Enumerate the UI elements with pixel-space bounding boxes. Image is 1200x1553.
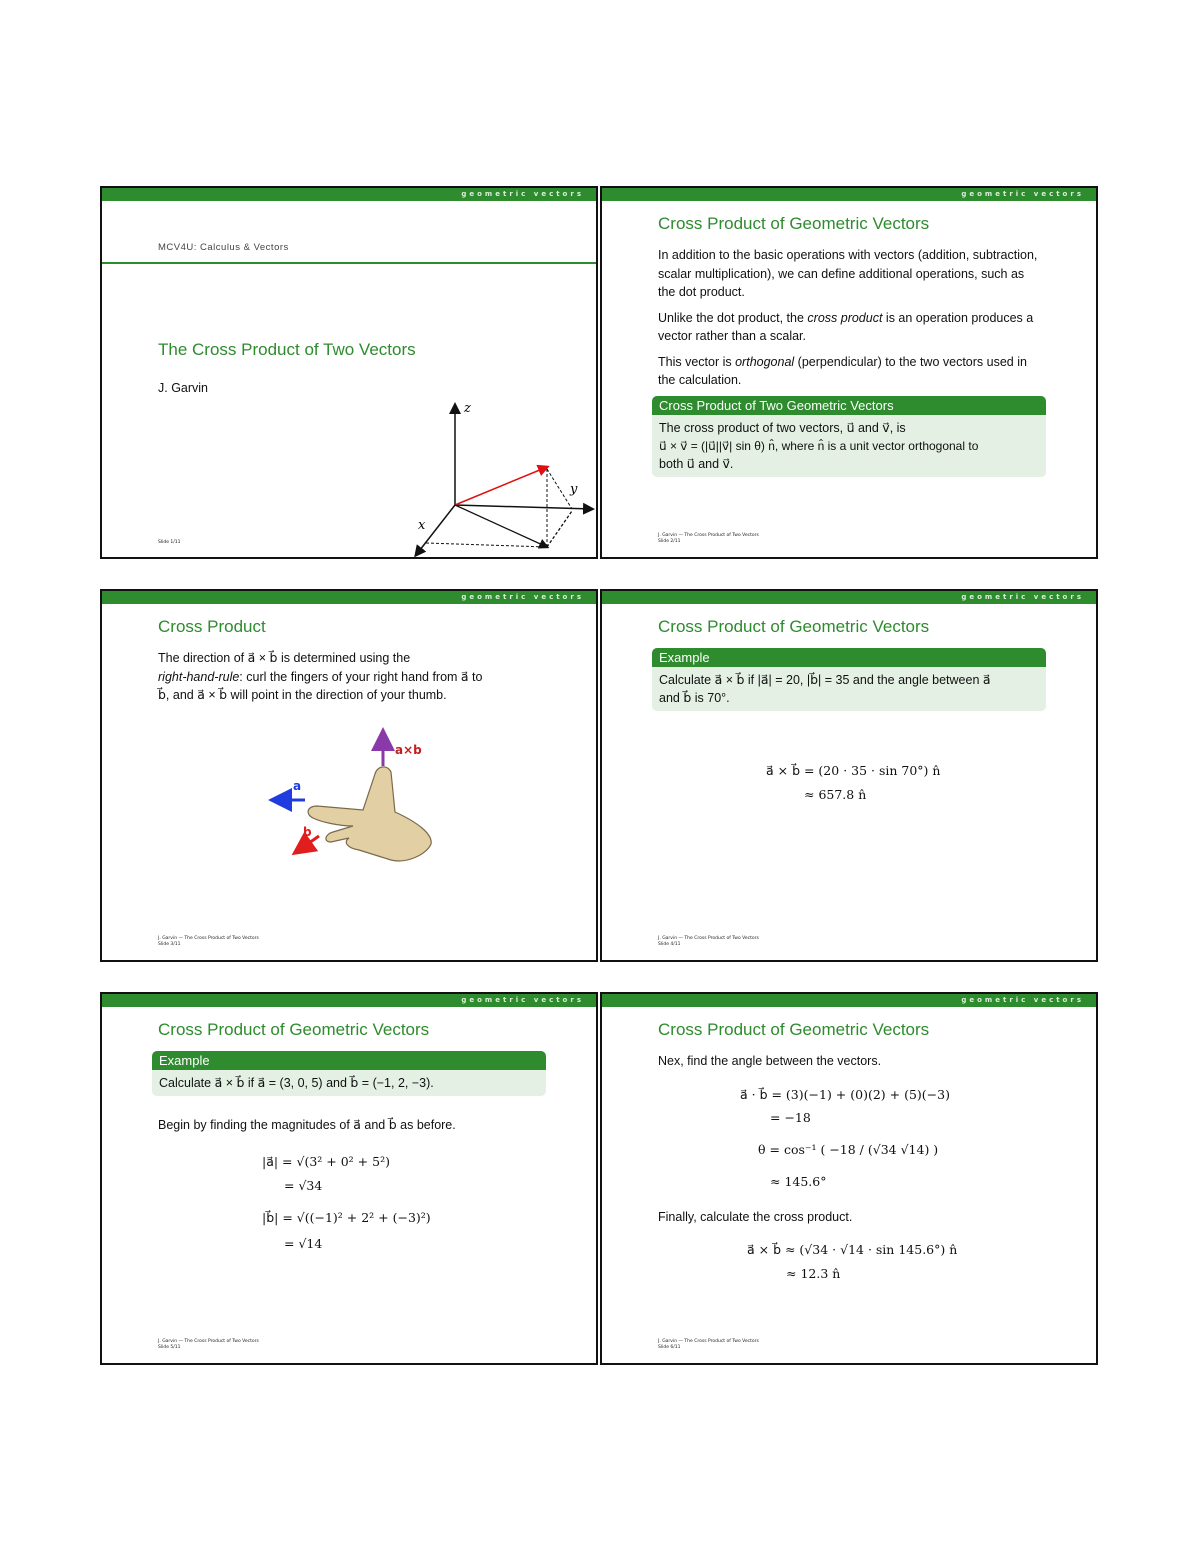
text: (perpendicular) to the two vectors used in the calculation. <box>658 354 1027 387</box>
z-label: z <box>464 401 471 416</box>
header-label: geometric vectors <box>461 996 584 1004</box>
slide-number: Slide 1/11 <box>158 540 181 545</box>
slide-title: Cross Product of Geometric Vectors <box>658 1020 930 1039</box>
block-line: both u⃗ and v⃗. <box>659 457 734 471</box>
slide-title: Cross Product of Geometric Vectors <box>158 1020 430 1039</box>
text: : curl the fingers of your right hand from a⃗ to <box>239 669 483 684</box>
slide-number: Slide 4/11 <box>658 942 681 947</box>
equation: a⃗ × b⃗ ≈ (√34 · √14 · sin 145.6°) n̂ <box>747 1242 958 1257</box>
footer-text: J. Garvin — The Cross Product of Two Vectors <box>158 1339 259 1344</box>
slide-4 <box>600 589 1098 962</box>
equation: = −18 <box>770 1110 811 1125</box>
header-bar <box>102 994 596 1007</box>
paragraph: Begin by finding the magnitudes of a⃗ and b⃗ as before. <box>158 1118 456 1132</box>
dashed-guide-2 <box>426 543 547 547</box>
resultant-vector <box>455 467 547 505</box>
block-body <box>652 667 1046 711</box>
footer <box>658 533 759 545</box>
course-name: MCV4U: Calculus & Vectors <box>158 242 289 253</box>
equation: ≈ 145.6° <box>770 1174 827 1189</box>
text: is an operation produces a vector rather than a scalar. <box>658 310 1034 343</box>
paragraph: In addition to the basic operations with vectors (addition, subtraction, scalar multiplication), we can define additional operations, such as the dot product. <box>658 248 1038 299</box>
equation: |a⃗| = √(3² + 0² + 5²) <box>262 1154 390 1169</box>
equation: = √34 <box>284 1178 323 1193</box>
block-body <box>652 415 1046 477</box>
example-block <box>152 1051 546 1096</box>
slide-body <box>158 649 544 705</box>
paragraph <box>658 353 1044 390</box>
block-title: Example <box>652 648 1046 667</box>
header-bar <box>102 188 596 201</box>
block-line: The cross product of two vectors, u⃗ and v⃗, is <box>659 421 906 435</box>
header-bar <box>602 591 1096 604</box>
emphasis: orthogonal <box>735 354 795 369</box>
vector-projection <box>455 505 547 547</box>
slide-number: Slide 5/11 <box>158 1345 181 1350</box>
equation: = √14 <box>284 1236 323 1251</box>
equation: ≈ 657.8 n̂ <box>804 787 867 802</box>
right-hand-rule-illustration <box>267 726 442 866</box>
header-label: geometric vectors <box>461 593 584 601</box>
dashed-guide-3 <box>547 469 572 509</box>
equation: θ = cos⁻¹ ( −18 / (√34 √14) ) <box>758 1142 939 1157</box>
a-label: a <box>293 779 302 793</box>
text-line: b⃗, and a⃗ × b⃗ will point in the direction of your thumb. <box>158 688 447 702</box>
slide-title: Cross Product of Geometric Vectors <box>658 617 930 636</box>
header-label: geometric vectors <box>461 190 584 198</box>
footer-text: J. Garvin — The Cross Product of Two Vectors <box>658 533 759 538</box>
footer <box>658 936 759 948</box>
axb-label: a×b <box>395 743 422 757</box>
slide-3 <box>100 589 598 962</box>
definition-block <box>652 396 1046 477</box>
slide-6 <box>600 992 1098 1365</box>
block-title: Example <box>152 1051 546 1070</box>
paragraph: Nex, find the angle between the vectors. <box>658 1054 882 1068</box>
x-label: x <box>418 518 426 533</box>
slide-title: Cross Product <box>158 617 266 636</box>
presentation-title: The Cross Product of Two Vectors <box>158 340 416 359</box>
emphasis: cross product <box>807 310 883 325</box>
paragraph <box>658 309 1044 346</box>
equation: a⃗ × b⃗ = (20 · 35 · sin 70°) n̂ <box>766 763 941 778</box>
footer <box>658 1339 759 1351</box>
block-line: and b⃗ is 70°. <box>659 691 730 705</box>
slide-number: Slide 6/11 <box>658 1345 681 1350</box>
emphasis: right-hand-rule <box>158 669 240 684</box>
b-label: b <box>303 825 312 839</box>
example-block <box>652 648 1046 711</box>
block-body <box>152 1070 546 1096</box>
block-line: u⃗ × v⃗ = (|u⃗||v⃗| sin θ) n̂, where n̂ is a unit vector orthogonal to <box>659 439 979 453</box>
footer-text: J. Garvin — The Cross Product of Two Vectors <box>658 936 759 941</box>
vector-projection-2 <box>547 511 572 547</box>
header-label: geometric vectors <box>961 593 1084 601</box>
slide-number: Slide 3/11 <box>158 942 181 947</box>
footer <box>158 936 259 948</box>
slide-number: Slide 2/11 <box>658 539 681 544</box>
slide-2 <box>600 186 1098 559</box>
y-label: y <box>570 482 578 497</box>
3d-axes-diagram <box>402 393 597 558</box>
text: Unlike the dot product, the <box>658 310 808 325</box>
footer <box>158 1339 259 1351</box>
slide-title: Cross Product of Geometric Vectors <box>658 214 930 233</box>
footer-text: J. Garvin — The Cross Product of Two Vectors <box>158 936 259 941</box>
block-line: Calculate a⃗ × b⃗ if a⃗ = (3, 0, 5) and b⃗ = (−1, 2, −3). <box>159 1076 434 1090</box>
author: J. Garvin <box>158 381 209 395</box>
header-bar <box>602 994 1096 1007</box>
slide-1 <box>100 186 598 559</box>
hand-shape <box>308 767 431 861</box>
text: This vector is <box>658 354 736 369</box>
text-line <box>158 668 544 687</box>
header-bar <box>602 188 1096 201</box>
divider <box>102 262 596 264</box>
equation: |b⃗| = √((−1)² + 2² + (−3)²) <box>262 1210 431 1225</box>
header-bar <box>102 591 596 604</box>
equation: ≈ 12.3 n̂ <box>786 1266 841 1281</box>
block-title: Cross Product of Two Geometric Vectors <box>652 396 1046 415</box>
block-line: Calculate a⃗ × b⃗ if |a⃗| = 20, |b⃗| = 35 and the angle between a⃗ <box>659 673 991 687</box>
header-label: geometric vectors <box>961 190 1084 198</box>
slide-5 <box>100 992 598 1365</box>
text-line: The direction of a⃗ × b⃗ is determined using the <box>158 651 411 665</box>
equation: a⃗ · b⃗ = (3)(−1) + (0)(2) + (5)(−3) <box>740 1087 950 1102</box>
header-label: geometric vectors <box>961 996 1084 1004</box>
paragraph: Finally, calculate the cross product. <box>658 1210 853 1224</box>
footer-text: J. Garvin — The Cross Product of Two Vectors <box>658 1339 759 1344</box>
slide-body <box>658 246 1044 397</box>
